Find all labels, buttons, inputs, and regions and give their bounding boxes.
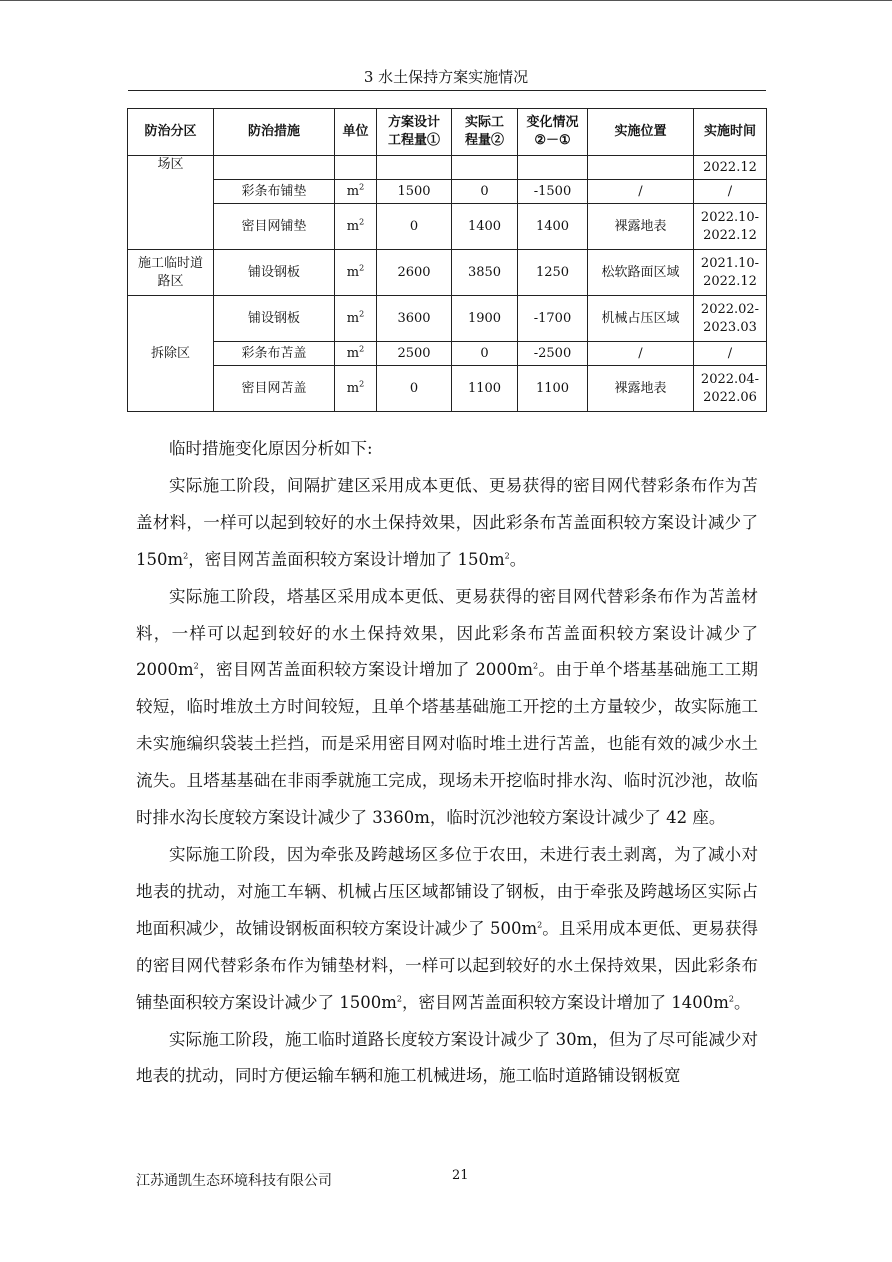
cell-time: 2022.12 [694, 156, 767, 180]
th-change-line1: 变化情况 [526, 115, 579, 130]
cell-location: 裸露地表 [588, 204, 694, 250]
cell-change: 1100 [518, 366, 588, 412]
cell-change: -1700 [518, 296, 588, 342]
cell-location: 松软路面区域 [588, 250, 694, 296]
cell-unit: $m^2$ [335, 296, 377, 342]
cell-actual: 1900 [452, 296, 518, 342]
cell-actual: 1100 [452, 366, 518, 412]
cell-measure: 彩条布铺垫 [214, 180, 335, 204]
page-top-edge [0, 0, 892, 1]
th-actual [452, 109, 518, 156]
table-row [128, 342, 767, 366]
cell-measure: 铺设钢板 [214, 296, 335, 342]
cell-actual: 1400 [452, 204, 518, 250]
cell-change: 1400 [518, 204, 588, 250]
cell-change: 1250 [518, 250, 588, 296]
paragraph-tower-base: 实际施工阶段，塔基区采用成本更低、更易获得的密目网代替彩条布作为苫盖材料，一样可以起到较好的水土保持效果，因此彩条布苫盖面积较方案设计减少了 $2000m^2$，密目网苫盖面积较方案设计增加了 $2000m^2$。由于单个塔基基础施工工期较短，临时堆放土方时间较短，且单个塔基基础施工开挖的土方量较少，故实际施工未实施编织袋装土拦挡，而是采用密目网对临时堆土进行苫盖，也能有效的减少水土流失。且塔基基础在非雨季就施工完成，现场未开挖临时排水沟、临时沉沙池，故临时排水沟长度较方案设计减少了 3360m，临时沉沙池较方案设计减少了 42 座。 [136, 586, 759, 828]
table-header-row [128, 109, 767, 156]
th-zone: 防治分区 [128, 109, 214, 156]
cell-location [588, 156, 694, 180]
table-row [128, 156, 767, 180]
cell-measure: 密目网苫盖 [214, 366, 335, 412]
cell-time: / [694, 180, 767, 204]
cell-unit: $m^2$ [335, 204, 377, 250]
cell-design: 0 [377, 366, 452, 412]
intro-paragraph: 临时措施变化原因分析如下: [169, 439, 373, 458]
cell-change: -2500 [518, 342, 588, 366]
cell-design: 1500 [377, 180, 452, 204]
cell-location: 机械占压区域 [588, 296, 694, 342]
cell-time: 2022.04- 2022.06 [694, 366, 767, 412]
cell-zone-demolition: 拆除区 [128, 296, 214, 412]
cell-change [518, 156, 588, 180]
paragraph-tension-crossing: 实际施工阶段，因为牵张及跨越场区多位于农田，未进行表土剥离，为了减小对地表的扰动，对施工车辆、机械占压区域都铺设了钢板，由于牵张及跨越场区实际占地面积减少，故铺设钢板面积较方案设计减少了 $500m^2$。且采用成本更低、更易获得的密目网代替彩条布作为铺垫材料，一样可以起到较好的水土保持效果，因此彩条布铺垫面积较方案设计减少了 $1500m^2$，密目网苫盖面积较方案设计增加了 $1400m^2$。 [136, 844, 759, 1012]
measures-table [127, 108, 767, 412]
cell-design [377, 156, 452, 180]
cell-location: 裸露地表 [588, 366, 694, 412]
cell-time: 2022.02- 2023.03 [694, 296, 767, 342]
cell-actual: 0 [452, 180, 518, 204]
cell-design: 2500 [377, 342, 452, 366]
paragraph-temp-road: 实际施工阶段，施工临时道路长度较方案设计减少了 30m，但为了尽可能减少对地表的扰动，同时方便运输车辆和施工机械进场，施工临时道路铺设钢板宽 [136, 1029, 758, 1086]
cell-time: / [694, 342, 767, 366]
cell-actual: 0 [452, 342, 518, 366]
body-text [136, 431, 758, 1095]
cell-unit: $m^2$ [335, 250, 377, 296]
cell-zone-road: 施工临时道 路区 [128, 250, 214, 296]
cell-design: 0 [377, 204, 452, 250]
paragraph-interval-expansion: 实际施工阶段，间隔扩建区采用成本更低、更易获得的密目网代替彩条布作为苫盖材料，一样可以起到较好的水土保持效果，因此彩条布苫盖面积较方案设计减少了 $150m^2$，密目网苫盖面积较方案设计增加了 $150m^2$。 [136, 475, 758, 569]
th-unit: 单位 [335, 109, 377, 156]
th-actual-line1: 实际工 [464, 115, 504, 130]
page-header-title: 3 水土保持方案实施情况 [363, 68, 529, 86]
cell-unit [335, 156, 377, 180]
cell-time: 2022.10- 2022.12 [694, 204, 767, 250]
cell-unit: $m^2$ [335, 366, 377, 412]
table-row [128, 250, 767, 296]
page-number: 21 [452, 1168, 469, 1183]
cell-unit: $m^2$ [335, 342, 377, 366]
table-row [128, 180, 767, 204]
cell-design: 2600 [377, 250, 452, 296]
cell-measure: 铺设钢板 [214, 250, 335, 296]
table-row [128, 366, 767, 412]
cell-zone-site: 场区 [128, 156, 214, 250]
th-design [377, 109, 452, 156]
th-actual-line2: 程量② [464, 133, 504, 148]
table-row [128, 204, 767, 250]
cell-measure: 密目网铺垫 [214, 204, 335, 250]
th-measure: 防治措施 [214, 109, 335, 156]
cell-time: 2021.10- 2022.12 [694, 250, 767, 296]
th-change [518, 109, 588, 156]
cell-unit: $m^2$ [335, 180, 377, 204]
th-design-line1: 方案设计 [387, 115, 440, 130]
th-change-line2: ②－① [534, 133, 571, 148]
cell-change: -1500 [518, 180, 588, 204]
cell-actual: 3850 [452, 250, 518, 296]
cell-measure [214, 156, 335, 180]
table-row [128, 296, 767, 342]
th-time: 实施时间 [694, 109, 767, 156]
cell-design: 3600 [377, 296, 452, 342]
cell-measure: 彩条布苫盖 [214, 342, 335, 366]
cell-actual [452, 156, 518, 180]
cell-location: / [588, 180, 694, 204]
th-design-line2: 工程量① [387, 133, 440, 148]
footer-company: 江苏通凯生态环境科技有限公司 [136, 1173, 332, 1189]
cell-location: / [588, 342, 694, 366]
header-rule [128, 90, 766, 91]
th-location: 实施位置 [588, 109, 694, 156]
